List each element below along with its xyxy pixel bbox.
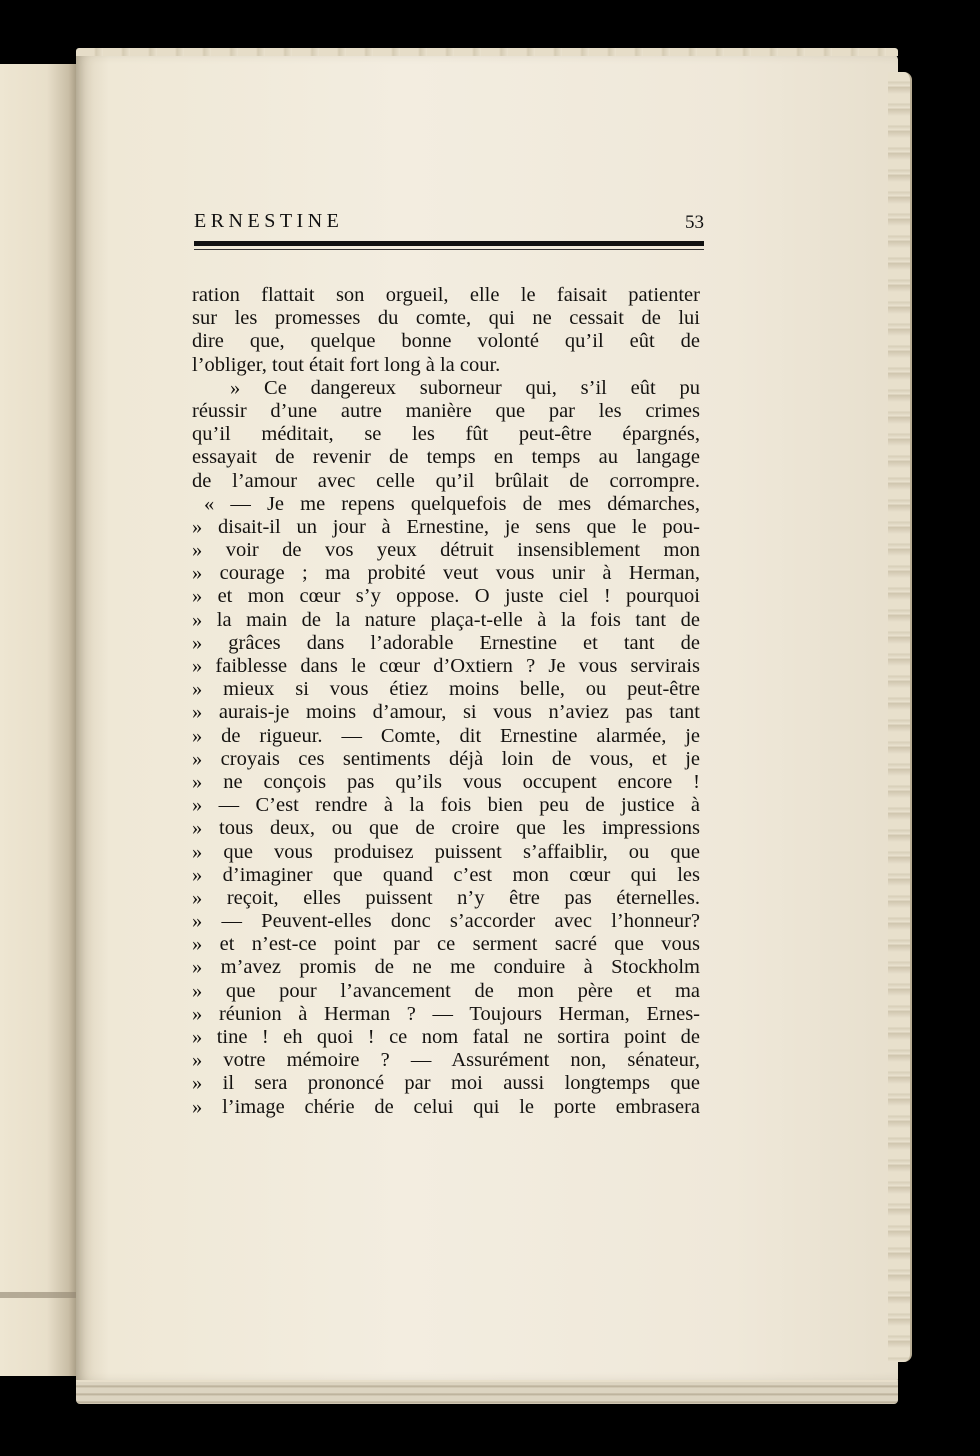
text-line: » et mon cœur s’y oppose. O juste ciel ! pourquoi — [192, 585, 700, 608]
text-line: qu’il méditait, se les fût peut-être épargnés, — [192, 423, 700, 446]
text-line: » courage ; ma probité veut vous unir à Herman, — [192, 562, 700, 585]
left-facing-page — [0, 64, 78, 1376]
running-head — [194, 210, 704, 238]
text-line: » Ce dangereux suborneur qui, s’il eût pu — [230, 376, 700, 399]
text-line: » d’imaginer que quand c’est mon cœur qui les — [192, 863, 700, 886]
page-top-edge — [76, 48, 898, 56]
text-line: » tous deux, ou que de croire que les impressions — [192, 817, 700, 840]
text-line: sur les promesses du comte, qui ne cessait de lui — [192, 307, 700, 330]
text-line: essayait de revenir de temps en temps au langage — [192, 446, 700, 469]
text-line: dire que, quelque bonne volonté qu’il eût de — [192, 330, 700, 353]
text-line: » que pour l’avancement de mon père et ma — [192, 979, 700, 1002]
text-line: » il sera prononcé par moi aussi longtemps que — [192, 1072, 700, 1095]
text-line: » — C’est rendre à la fois bien peu de justice à — [192, 794, 700, 817]
body-text — [192, 284, 700, 1119]
text-line: » que vous produisez puissent s’affaiblir, ou que — [192, 840, 700, 863]
header-rule — [194, 241, 704, 246]
text-line: » aurais-je moins d’amour, si vous n’aviez pas tant — [192, 701, 700, 724]
text-line: l’obliger, tout était fort long à la cour. — [192, 353, 501, 376]
left-page-bottom-edge — [0, 1292, 78, 1298]
text-line: » mieux si vous étiez moins belle, ou peut-être — [192, 678, 700, 701]
text-line: » — Peuvent-elles donc s’accorder avec l’honneur? — [192, 910, 700, 933]
text-line: « — Je me repens quelquefois de mes démarches, — [204, 492, 700, 515]
text-line: » tine ! eh quoi ! ce nom fatal ne sortira point de — [192, 1026, 700, 1048]
page-number: 53 — [685, 212, 704, 233]
text-line: » et n’est-ce point par ce serment sacré que vous — [192, 933, 700, 956]
text-line: ration flattait son orgueil, elle le faisait patienter — [192, 284, 700, 306]
text-line: » faiblesse dans le cœur d’Oxtiern ? Je vous servirais — [192, 655, 700, 677]
text-line: » la main de la nature plaça-t-elle à la fois tant de — [192, 608, 700, 631]
running-title: ERNESTINE — [194, 210, 344, 232]
text-line: » réunion à Herman ? — Toujours Herman, Ernes- — [192, 1002, 700, 1025]
text-line: » ne conçois pas qu’ils vous occupent encore ! — [192, 770, 700, 793]
header-rule-thin — [194, 249, 704, 250]
text-line: réussir d’une autre manière que par les crimes — [192, 399, 700, 422]
text-line: » votre mémoire ? — Assurément non, sénateur, — [192, 1049, 700, 1072]
page-bottom-edge — [76, 1380, 898, 1404]
text-line: » m’avez promis de ne me conduire à Stockholm — [192, 956, 700, 979]
deckled-page-edge — [888, 72, 912, 1362]
text-line: » croyais ces sentiments déjà loin de vous, et je — [192, 747, 700, 770]
text-line: » l’image chérie de celui qui le porte embrasera — [192, 1095, 700, 1118]
text-line: » voir de vos yeux détruit insensiblement mon — [192, 539, 700, 562]
text-line: de l’amour avec celle qu’il brûlait de corrompre. — [192, 469, 700, 492]
text-line: » de rigueur. — Comte, dit Ernestine alarmée, je — [192, 724, 700, 747]
text-line: » grâces dans l’adorable Ernestine et tant de — [192, 631, 700, 654]
text-line: » reçoit, elles puissent n’y être pas éternelles. — [192, 886, 700, 909]
text-line: » disait-il un jour à Ernestine, je sens que le pou- — [192, 515, 700, 538]
